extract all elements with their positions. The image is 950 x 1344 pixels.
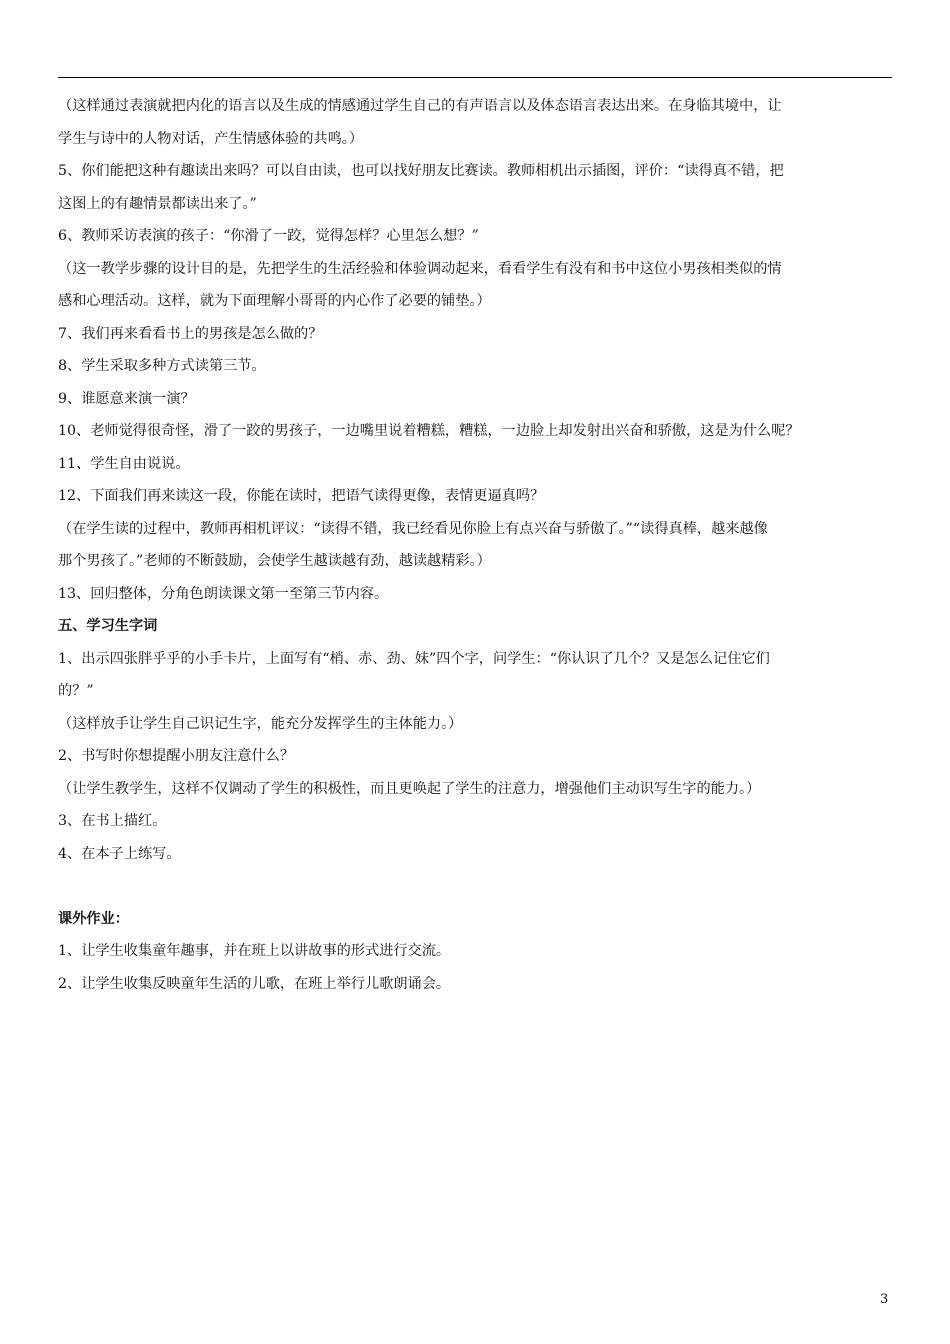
paragraph-line: 9、谁愿意来演一演？ <box>58 390 195 407</box>
homework-heading: 课外作业： <box>58 910 129 927</box>
paragraph-line: 学生与诗中的人物对话，产生情感体验的共鸣。） <box>58 130 364 147</box>
paragraph-line: 2、让学生收集反映童年生活的儿歌，在班上举行儿歌朗诵会。 <box>58 975 451 992</box>
paragraph-line: （这样放手让学生自己识记生字，能充分发挥学生的主体能力。） <box>58 715 463 732</box>
section-heading: 五、学习生字词 <box>58 618 158 634</box>
page-number: 3 <box>880 1292 889 1307</box>
paragraph-line: 10、老师觉得很奇怪，滑了一跤的男孩子，一边嘴里说着糟糕，糟糕，一边脸上却发射出兴奋和骄傲，这是为什么呢？ <box>58 423 800 439</box>
paragraph-line: 这图上的有趣情景都读出来了。” <box>58 195 257 212</box>
paragraph-line: 3、在书上描红。 <box>58 813 167 829</box>
paragraph-line: 2、书写时你想提醒小朋友注意什么？ <box>58 748 295 764</box>
paragraph-line: 1、让学生收集童年趣事，并在班上以讲故事的形式进行交流。 <box>58 943 451 959</box>
blank-line <box>58 870 894 903</box>
paragraph-line: 12、下面我们再来读这一段，你能在读时，把语气读得更像，表情更逼真吗？ <box>58 488 545 504</box>
header-rule <box>58 77 892 78</box>
paragraph-line: 11、学生自由说说。 <box>58 455 190 472</box>
paragraph-line: 的？” <box>58 683 94 699</box>
paragraph-line: 5、你们能把这种有趣读出来吗？可以自由读，也可以找好朋友比赛读。教师相机出示插图，评价：“读得真不错，把 <box>58 163 784 179</box>
paragraph-line: 6、教师采访表演的孩子：“你滑了一跤，觉得怎样？心里怎么想？” <box>58 228 479 244</box>
paragraph-line: 1、出示四张胖乎乎的小手卡片，上面写有“梢、赤、劲、妹”四个字，问学生：“你认识了几个？又是怎么记住它们 <box>58 650 770 667</box>
paragraph-line: 4、在本子上练写。 <box>58 845 181 862</box>
paragraph-line: 那个男孩了。”老师的不断鼓励，会使学生越读越有劲，越读越精彩。） <box>58 553 491 569</box>
paragraph-line: （让学生教学生，这样不仅调动了学生的积极性，而且更唤起了学生的注意力，增强他们主动识写生字的能力。） <box>58 780 761 797</box>
paragraph-line: 感和心理活动。这样，就为下面理解小哥哥的内心作了必要的铺垫。） <box>58 293 491 309</box>
paragraph-line: 13、回归整体，分角色朗读课文第一至第三节内容。 <box>58 585 389 602</box>
paragraph-line: （在学生读的过程中，教师再相机评议：“读得不错，我已经看见你脸上有点兴奋与骄傲了。”“读得真棒，越来越像 <box>58 520 768 537</box>
paragraph-line: 7、我们再来看看书上的男孩是怎么做的？ <box>58 325 323 342</box>
paragraph-line: （这样通过表演就把内化的语言以及生成的情感通过学生自己的有声语言以及体态语言表达出来。在身临其境中，让 <box>58 98 782 114</box>
paragraph-line: （这一教学步骤的设计目的是，先把学生的生活经验和体验调动起来，看看学生有没有和书中这位小男孩相类似的情 <box>58 260 782 277</box>
document-body <box>58 90 894 1000</box>
paragraph-line: 8、学生采取多种方式读第三节。 <box>58 358 266 374</box>
